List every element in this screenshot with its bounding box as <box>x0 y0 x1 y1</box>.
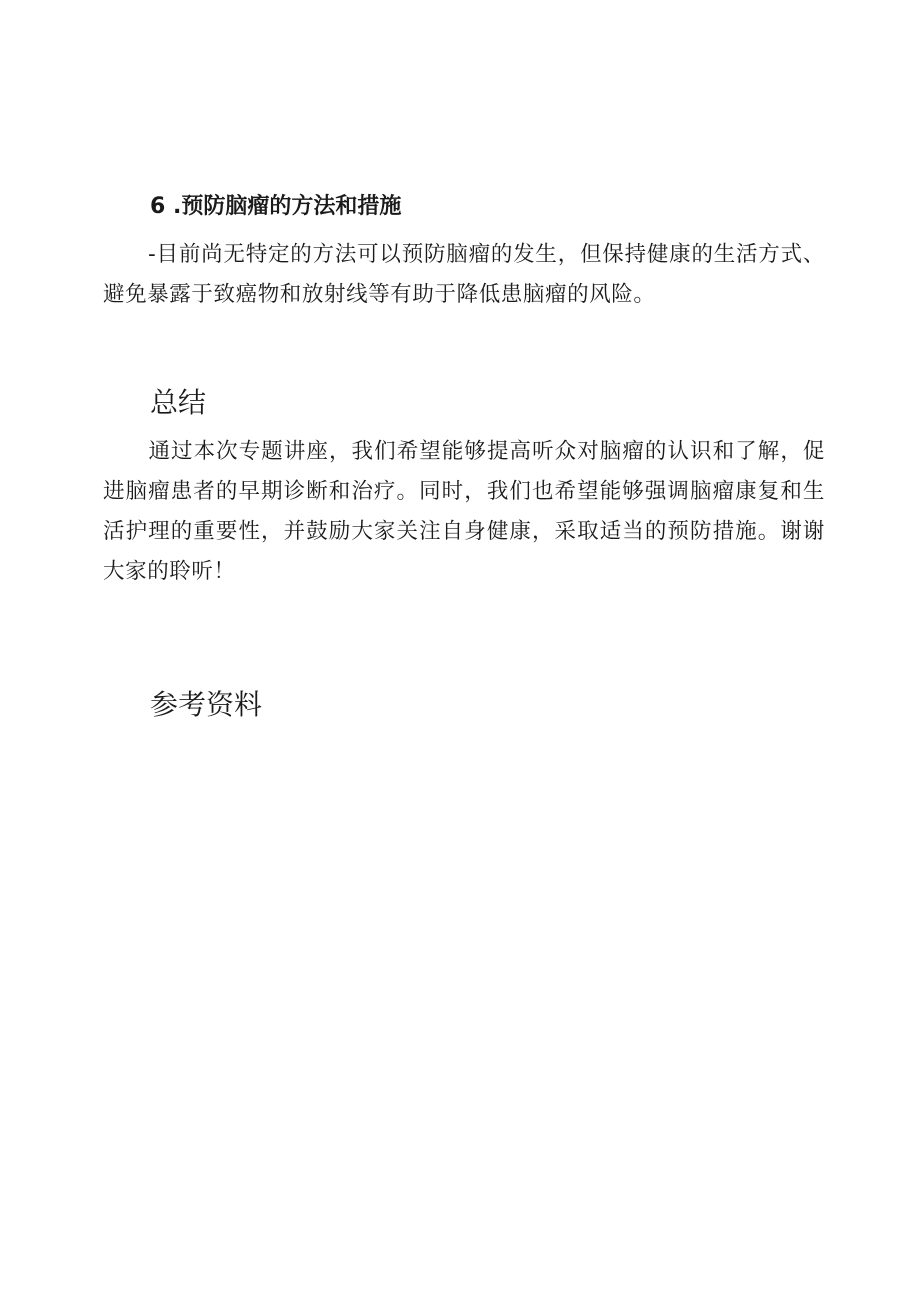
prevention-paragraph <box>103 235 825 315</box>
summary-text: 通过本次专题讲座，我们希望能够提高听众对脑瘤的认识和了解，促进脑瘤患者的早期诊断和治疗。同时，我们也希望能够强调脑瘤康复和生活护理的重要性，并鼓励大家关注自身健康，采取适当的预防措施。谢谢大家的聆听！ <box>103 439 825 584</box>
prevention-text: -目前尚无特定的方法可以预防脑瘤的发生，但保持健康的生活方式、避免暴露于致癌物和放射线等有助于降低患脑瘤的风险。 <box>103 242 825 307</box>
summary-heading: 总结 <box>150 386 207 419</box>
summary-paragraph <box>103 432 825 592</box>
references-heading: 参考资料 <box>150 688 263 721</box>
prevention-heading: 6 .预防脑瘤的方法和措施 <box>150 194 402 219</box>
